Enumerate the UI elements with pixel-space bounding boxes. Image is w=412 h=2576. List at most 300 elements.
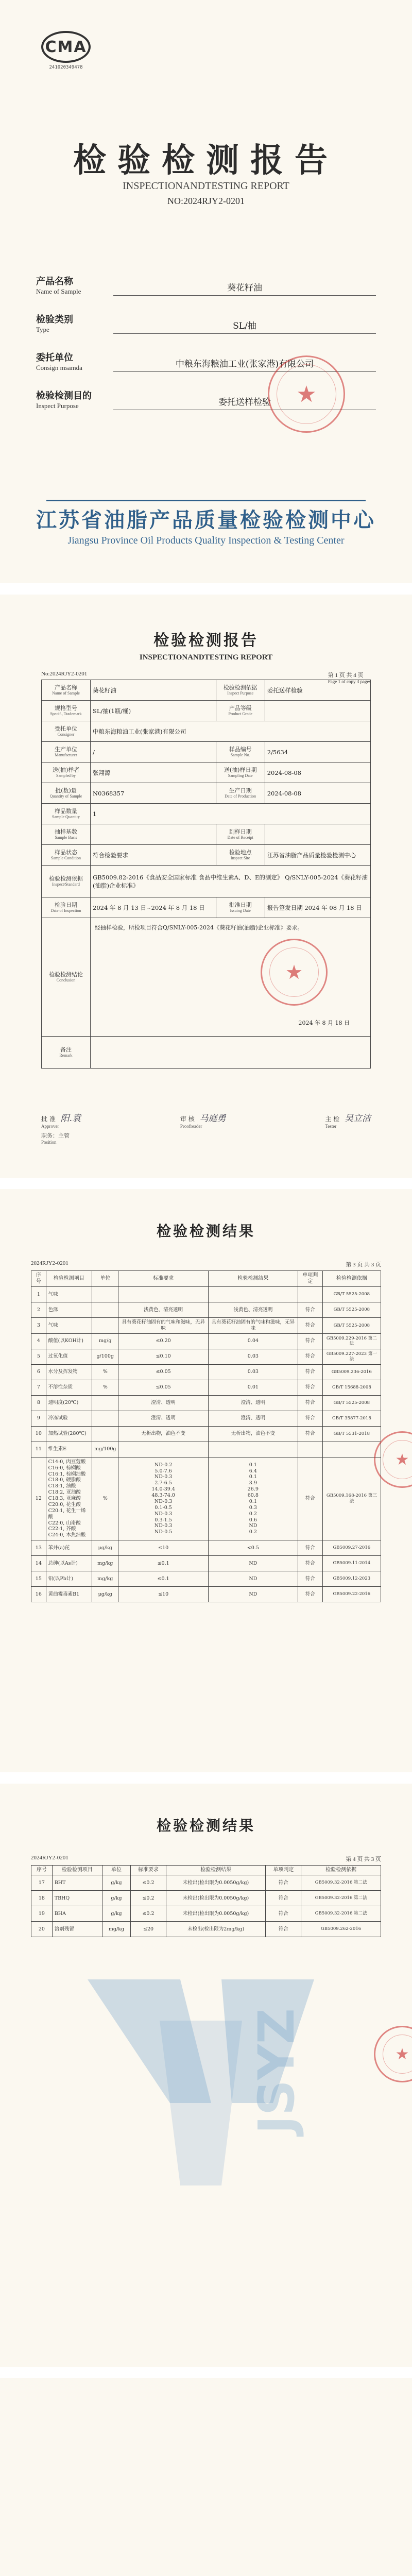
summary-value: 中粮东海粮油工业(张家港)有限公司 [93, 727, 186, 735]
results-cell-unit: μg/kg [92, 1540, 118, 1556]
results-cell-result: 未检出(检出限为0.0050g/kg) [166, 1875, 266, 1891]
summary-row [42, 680, 371, 701]
summary-page-info-en: Page 1 of copy 3 pages [328, 679, 371, 684]
summary-label: 产品名称 [55, 684, 77, 691]
cover-org-name: 江苏省油脂产品质量检验检测中心 [36, 508, 376, 532]
summary-value: / [93, 748, 95, 756]
results-cell-item: 色泽 [46, 1302, 92, 1318]
summary-row [42, 897, 371, 918]
results-cell-req: ≤0.2 [131, 1875, 166, 1891]
summary-value: 葵花籽油 [93, 686, 116, 694]
results-cell-unit [92, 1318, 118, 1334]
summary-label: 批准日期 [229, 901, 252, 908]
summary-label-en: Date of Production [225, 794, 256, 799]
results-cell-method: GB/T 15688-2008 [322, 1380, 381, 1395]
results-cell-judge: 符合 [266, 1875, 301, 1891]
summary-value: 符合检验要求 [93, 851, 128, 859]
summary-label-en: Quantity of Sample [49, 794, 82, 799]
results-cell-method: GB5009.236-2016 [322, 1364, 381, 1380]
summary-row [42, 721, 371, 742]
results-cell-item: TBHQ [52, 1891, 102, 1906]
summary-row [42, 701, 371, 721]
proofreader-signature: 马庭勇 [199, 1113, 226, 1124]
summary-value: 报告签发日期 2024 年 08 月 18 日 [267, 904, 362, 911]
results-cell-req: ≤0.1 [118, 1556, 208, 1571]
results-cell-method: GB5009.262-2016 [301, 1922, 381, 1937]
cover-page [0, 0, 412, 583]
summary-label: 生产日期 [229, 787, 252, 794]
table-row [31, 1571, 381, 1587]
results-header: 检验检测结果 [166, 1866, 266, 1875]
remark-row [42, 1037, 371, 1069]
results-header: 检验检测依据 [301, 1866, 381, 1875]
results-cell-no: 15 [31, 1571, 46, 1587]
results-header: 单位 [102, 1866, 130, 1875]
results-cell-judge: 符合 [298, 1457, 322, 1540]
table-row [31, 1395, 381, 1411]
results-cell-judge [298, 1442, 322, 1457]
results-cell-unit [92, 1395, 118, 1411]
summary-value: 2024-08-08 [267, 769, 301, 776]
results-cell-method: GB/T 5531-2018 [322, 1426, 381, 1442]
results-cell-result: 0.03 [208, 1364, 298, 1380]
results-cell-no: 18 [31, 1891, 53, 1906]
results-cell-judge: 符合 [298, 1571, 322, 1587]
summary-label: 送(抽)样日期 [224, 766, 257, 773]
summary-value: GB5009.82-2016《食品安全国家标准 食品中维生素A、D、E的测定》 Q/SNLY-005-2024《葵花籽油(油脂)企业标准》 [93, 873, 368, 889]
results-cell-method: GB5009.11-2014 [322, 1556, 381, 1571]
cover-field-label-en: Consign msamda [36, 364, 82, 371]
approver-label-en: Approver [41, 1124, 59, 1129]
summary-label: 检验地点 [229, 849, 252, 856]
results-cell-item: 铅(以Pb计) [46, 1571, 92, 1587]
summary-label: 检验检测依据 [49, 875, 83, 882]
results-cell-unit [92, 1287, 118, 1302]
results-cell-unit: g/100g [92, 1349, 118, 1364]
results-header: 序号 [31, 1271, 46, 1287]
results-cell-no: 17 [31, 1875, 53, 1891]
results-cell-no: 13 [31, 1540, 46, 1556]
results-cell-unit: mg/g [92, 1333, 118, 1349]
results-cell-req: ≤0.2 [131, 1906, 166, 1922]
jsyz-watermark-icon [57, 1918, 345, 2206]
summary-label-en: Inspect/Standard [52, 882, 80, 887]
summary-row [42, 783, 371, 804]
summary-label-en: Sample Quantity [52, 815, 80, 820]
proofreader-label: 审 核 [180, 1115, 195, 1123]
results-cell-result: 浅黄色、清亮透明 [208, 1302, 298, 1318]
results-cell-result: 0.01 [208, 1380, 298, 1395]
results-cell-judge: 符合 [298, 1587, 322, 1602]
results-report-no-2: 2024RJY2-0201 [31, 1855, 68, 1861]
results-cell-no: 11 [31, 1442, 46, 1457]
results-cell-unit: mg/kg [92, 1571, 118, 1587]
results-cell-item: 气味 [46, 1287, 92, 1302]
results-cell-judge: 符合 [266, 1922, 301, 1937]
summary-label-en: Sampling Date [228, 773, 253, 778]
results-cell-judge: 符合 [298, 1556, 322, 1571]
cover-report-no: NO:2024RJY2-0201 [167, 196, 245, 206]
table-row [31, 1875, 381, 1891]
cover-field-label: 产品名称 [36, 276, 73, 287]
results-cell-unit: g/kg [102, 1906, 130, 1922]
table-row [31, 1380, 381, 1395]
summary-row [42, 866, 371, 897]
summary-label: 受托单位 [55, 725, 77, 732]
conclusion-text: 经抽样检验，所检项目符合Q/SNLY-005-2024《葵花籽油(油脂)企业标准》要求。 [95, 924, 303, 931]
results-cell-item: 过氧化值 [46, 1349, 92, 1364]
results-cell-unit: mg/kg [92, 1556, 118, 1571]
summary-value: N0368357 [93, 789, 125, 797]
results-cell-item: 气味 [46, 1318, 92, 1334]
results-cell-no: 9 [31, 1411, 46, 1426]
results-cell-judge: 符合 [298, 1411, 322, 1426]
results-header: 标准要求 [118, 1271, 208, 1287]
approver-signature: 阳.袁 [60, 1113, 81, 1124]
table-row [31, 1457, 381, 1540]
results-cell-result: 澄清、透明 [208, 1395, 298, 1411]
cover-field-label: 委托单位 [36, 352, 73, 363]
results-cell-no: 8 [31, 1395, 46, 1411]
cover-field-label-en: Name of Sample [36, 287, 81, 295]
results-cell-method: GB5009.32-2016 第二法 [301, 1875, 381, 1891]
results-page-info-2: 第 4 页 共 3 页 [346, 1856, 381, 1862]
results-header: 单项判定 [266, 1866, 301, 1875]
results-cell-no: 3 [31, 1318, 46, 1334]
results-cell-item: 加热试验(280℃) [46, 1426, 92, 1442]
results-cell-req: ≤0.05 [118, 1364, 208, 1380]
tester-block [325, 1111, 371, 1129]
results-title-2: 检验检测结果 [156, 1817, 255, 1834]
results-cell-item: 酸值(以KOH计) [46, 1333, 92, 1349]
red-seal-icon: ★ [268, 355, 345, 433]
cover-field-row [36, 258, 376, 296]
cover-field-value: 委托送样检验 [113, 393, 376, 410]
results-header: 检验检测项目 [52, 1866, 102, 1875]
summary-label: 送(抽)样者 [52, 766, 80, 773]
table-row [31, 1349, 381, 1364]
summary-label-en: Sample Condition [51, 856, 81, 861]
results-page-1 [0, 1189, 412, 1772]
seal-date: 2024 年 8 月 18 日 [298, 1020, 350, 1026]
results-cell-no: 19 [31, 1906, 53, 1922]
results-header: 单位 [92, 1271, 118, 1287]
results-cell-item: 苯并(a)芘 [46, 1540, 92, 1556]
summary-row [42, 742, 371, 762]
table-row [31, 1556, 381, 1571]
results-cell-result: 0.03 [208, 1349, 298, 1364]
results-cell-method: GB5009.22-2016 [322, 1587, 381, 1602]
results-cell-no: 16 [31, 1587, 46, 1602]
results-cell-item: 黄曲霉毒素B1 [46, 1587, 92, 1602]
cma-logo-icon: CMA [41, 31, 91, 63]
results-cell-judge: 符合 [298, 1349, 322, 1364]
results-cell-method: GB5009.27-2016 [322, 1540, 381, 1556]
results-cell-unit [92, 1302, 118, 1318]
table-row [31, 1442, 381, 1457]
results-cell-method: GB5009.229-2016 第二法 [322, 1333, 381, 1349]
results-cell-judge: 符合 [298, 1426, 322, 1442]
cma-mark [35, 31, 97, 70]
summary-label-en: Inspect Purpose [227, 691, 254, 696]
cover-field-value: 中粮东海粮油工业(张家港)有限公司 [113, 354, 376, 372]
results-cell-req: ≤0.2 [131, 1891, 166, 1906]
signature-row [41, 1111, 371, 1129]
cover-org-name-en: Jiangsu Province Oil Products Quality Inspection & Testing Center [67, 535, 345, 546]
results-cell-item: BHT [52, 1875, 102, 1891]
results-cell-no: 4 [31, 1333, 46, 1349]
results-cell-method: GB5009.227-2023 第一法 [322, 1349, 381, 1364]
results-cell-method: GB5009.32-2016 第二法 [301, 1891, 381, 1906]
results-cell-judge: 符合 [298, 1540, 322, 1556]
position-note [41, 1131, 70, 1145]
table-row [31, 1426, 381, 1442]
summary-value: 2/5634 [267, 748, 288, 756]
cover-field-label: 检验检测目的 [36, 391, 92, 401]
table-row [31, 1302, 381, 1318]
results-cell-method: GB/T 5525-2008 [322, 1287, 381, 1302]
summary-value: 2024 年 8 月 13 日~2024 年 8 月 18 日 [93, 904, 205, 911]
table-row [31, 1411, 381, 1426]
results-cell-req: 浅黄色、清亮透明 [118, 1302, 208, 1318]
results-cell-result: ND [208, 1571, 298, 1587]
results-page-info-1: 第 3 页 共 3 页 [346, 1262, 381, 1268]
results-cell-no: 1 [31, 1287, 46, 1302]
summary-label: 到样日期 [229, 828, 252, 835]
summary-row [42, 804, 371, 824]
results-cell-req: 澄清、透明 [118, 1411, 208, 1426]
results-header: 检验检测结果 [208, 1271, 298, 1287]
results-cell-item: C14:0, 肉豆蔻酸 C16:0, 棕榈酸 C16:1, 棕榈油酸 C18:0, 硬脂酸 C18:1, 油酸 C18:2, 亚油酸 C18:3, 亚麻酸 C20:0, 花生酸 C20:1, 花生一烯酸 C22:0, 山嵛酸 C22:1, 芥酸 C24:0, 木焦油酸 [46, 1457, 92, 1540]
results-cell-req: 澄清、透明 [118, 1395, 208, 1411]
results-cell-method: GB/T 5525-2008 [322, 1302, 381, 1318]
inspection-seal-icon: ★ [261, 939, 328, 1006]
summary-label-en: Specif., Trademark [50, 711, 82, 717]
summary-label: 生产单位 [55, 745, 77, 753]
results-cell-req: ≤20 [131, 1922, 166, 1937]
results-cell-unit: mg/100g [92, 1442, 118, 1457]
approver-block [41, 1111, 81, 1129]
cover-title-en: INSPECTIONANDTESTING REPORT [123, 180, 289, 192]
cover-field-value: SL/抽 [113, 316, 376, 334]
results-cell-result [208, 1287, 298, 1302]
table-row [31, 1587, 381, 1602]
summary-label: 抽样基数 [55, 828, 77, 835]
results-header: 序号 [31, 1866, 53, 1875]
results-cell-item: 透明度(20℃) [46, 1395, 92, 1411]
results-cell-req [118, 1287, 208, 1302]
cma-code: 241020349478 [49, 65, 83, 70]
results-cell-item: 水分及挥发物 [46, 1364, 92, 1380]
table-row [31, 1318, 381, 1334]
summary-label-en: Inspect Site [230, 856, 250, 861]
results-cell-unit: % [92, 1380, 118, 1395]
proofreader-block [180, 1111, 226, 1129]
results-cell-result: 澄清、透明 [208, 1411, 298, 1426]
results-cell-result: ND [208, 1587, 298, 1602]
results-cell-judge: 符合 [298, 1318, 322, 1334]
results-cell-judge: 符合 [266, 1891, 301, 1906]
results-report-no-1: 2024RJY2-0201 [31, 1260, 68, 1266]
results-cell-item: 冷冻试验 [46, 1411, 92, 1426]
tester-label: 主 检 [325, 1115, 340, 1123]
table-row [31, 1333, 381, 1349]
tester-signature: 吴立洁 [345, 1113, 371, 1124]
summary-value: 委托送样检验 [267, 686, 303, 694]
results-cell-no: 2 [31, 1302, 46, 1318]
results-title-1: 检验检测结果 [156, 1223, 255, 1240]
cover-divider [46, 500, 366, 501]
results-cell-unit [92, 1426, 118, 1442]
summary-report-no: No:2024RJY2-0201 [41, 671, 88, 677]
summary-label: 产品等级 [229, 704, 252, 711]
results-cell-no: 6 [31, 1364, 46, 1380]
remark-value [91, 1037, 371, 1069]
results-cell-judge: 符合 [298, 1395, 322, 1411]
conclusion-row [42, 918, 371, 1037]
summary-label-en: Date of Receipt [227, 835, 253, 840]
remark-label: 备注 [60, 1046, 72, 1053]
results-cell-method: GB5009.32-2016 第二法 [301, 1906, 381, 1922]
summary-label: 样品编号 [229, 745, 252, 753]
summary-page [0, 595, 412, 1178]
summary-label-en: Issuing Date [230, 908, 251, 913]
results-cell-no: 20 [31, 1922, 53, 1937]
summary-label-en: Sampled by [56, 773, 76, 778]
cover-field-row [36, 296, 376, 334]
summary-label: 检验日期 [55, 901, 77, 908]
results-cell-method: GB/T 35877-2018 [322, 1411, 381, 1426]
results-cell-unit: g/kg [102, 1875, 130, 1891]
position-label-en: Position [41, 1140, 57, 1145]
summary-label: 规格型号 [55, 704, 77, 711]
summary-row [42, 762, 371, 783]
results-cell-result: 未检出(检出限为2mg/kg) [166, 1922, 266, 1937]
results-cell-judge: 符合 [298, 1364, 322, 1380]
results-cell-result: 未检出(检出限为0.0050g/kg) [166, 1891, 266, 1906]
results-cell-item: BHA [52, 1906, 102, 1922]
page-seal-icon: ★ [374, 2026, 412, 2082]
summary-title: 检验检测报告 [153, 632, 259, 650]
results-cell-req: ≤0.10 [118, 1349, 208, 1364]
summary-value: 1 [93, 810, 97, 818]
results-cell-result: 0.04 [208, 1333, 298, 1349]
cover-field-label-en: Type [36, 326, 49, 333]
results-cell-unit: % [92, 1364, 118, 1380]
results-cell-judge [298, 1287, 322, 1302]
results-meta-2 [31, 1855, 381, 1863]
results-cell-req: 无析出物，油色不变 [118, 1426, 208, 1442]
results-cell-item: 溶剂残留 [52, 1922, 102, 1937]
results-cell-req: 具有葵花籽油固有的气味和滋味，无异味 [118, 1318, 208, 1334]
summary-label-en: Name of Sample [52, 691, 80, 696]
summary-value: 2024-08-08 [267, 789, 301, 797]
results-cell-result [208, 1442, 298, 1457]
results-cell-result: ND [208, 1556, 298, 1571]
results-cell-method: GB/T 5525-2008 [322, 1318, 381, 1334]
results-cell-method: GB5009.12-2023 [322, 1571, 381, 1587]
results-cell-method [322, 1442, 381, 1457]
results-cell-req: ≤10 [118, 1587, 208, 1602]
results-cell-req [118, 1442, 208, 1457]
summary-label-en: Product Grade [228, 711, 252, 717]
results-cell-unit: mg/kg [102, 1922, 130, 1937]
results-cell-no: 14 [31, 1556, 46, 1571]
results-cell-result: <0.5 [208, 1540, 298, 1556]
conclusion-label: 检验检测结论 [49, 971, 83, 978]
results-page-2 [0, 1784, 412, 2367]
results-cell-item: 不溶性杂质 [46, 1380, 92, 1395]
summary-value: SL/抽(1瓶/桶) [93, 707, 131, 715]
results-cell-unit [92, 1411, 118, 1426]
summary-label-en: Consigner [57, 732, 75, 737]
results-cell-no: 7 [31, 1380, 46, 1395]
proofreader-label-en: Proofreader [180, 1124, 202, 1129]
results-cell-req: ≤0.05 [118, 1380, 208, 1395]
table-row [31, 1540, 381, 1556]
table-row [31, 1287, 381, 1302]
results-cell-req: ≤0.1 [118, 1571, 208, 1587]
results-cell-no: 5 [31, 1349, 46, 1364]
results-cell-judge: 符合 [298, 1302, 322, 1318]
conclusion-label-en: Conclusion [56, 978, 76, 983]
results-cell-req: ND-0.2 5.0-7.6 ND-0.3 2.7-6.5 14.0-39.4 48.3-74.0 ND-0.3 0.1-0.5 ND-0.3 0.3-1.5 ND-0.3 ND-0.5 [118, 1457, 208, 1540]
summary-table [41, 680, 371, 1069]
summary-value: 江苏省油脂产品质量检验检测中心 [267, 851, 356, 859]
results-cell-result: 未检出(检出限为0.0050g/kg) [166, 1906, 266, 1922]
approver-label: 批 准 [41, 1115, 56, 1123]
cover-title: 检验检测报告 [73, 141, 339, 180]
tester-label-en: Tester [325, 1124, 337, 1129]
remark-label-en: Remark [59, 1053, 73, 1058]
page-seal-icon: ★ [374, 1431, 412, 1488]
results-meta-1 [31, 1260, 381, 1268]
results-cell-req: ≤0.20 [118, 1333, 208, 1349]
results-header: 标准要求 [131, 1866, 166, 1875]
results-cell-result: 具有葵花籽油固有的气味和滋味，无异味 [208, 1318, 298, 1334]
results-cell-unit: μg/kg [92, 1587, 118, 1602]
results-cell-result: 无析出物，油色不变 [208, 1426, 298, 1442]
results-cell-judge: 符合 [298, 1380, 322, 1395]
results-table-1 [31, 1270, 381, 1602]
results-cell-result: 0.1 6.4 0.1 3.9 26.9 60.8 0.1 0.3 0.2 0.6 ND 0.2 [208, 1457, 298, 1540]
summary-label-en: Manufacturer [55, 753, 77, 758]
summary-label: 检验检测依据 [223, 684, 258, 691]
results-cell-method: GB5009.168-2016 第三法 [322, 1457, 381, 1540]
position-label: 职务：主管 [41, 1132, 70, 1139]
summary-row [42, 845, 371, 866]
summary-label: 样品数量 [55, 807, 77, 815]
results-header: 单项判定 [298, 1271, 322, 1287]
cover-field-label: 检验类别 [36, 314, 73, 325]
summary-label-en: Date of Inspection [50, 908, 81, 913]
summary-page-info: 第 1 页 共 4 页 [328, 672, 364, 679]
results-cell-item: 维生素E [46, 1442, 92, 1457]
summary-title-en: INSPECTIONANDTESTING REPORT [139, 653, 273, 662]
watermark-text: JSYZ [248, 2008, 305, 2134]
results-cell-req: ≤10 [118, 1540, 208, 1556]
summary-value: 张翔源 [93, 769, 111, 776]
cover-field-value: 葵花籽油 [113, 278, 376, 296]
results-cell-no: 12 [31, 1457, 46, 1540]
results-cell-method: GB/T 5525-2008 [322, 1395, 381, 1411]
table-row [31, 1891, 381, 1906]
table-row [31, 1364, 381, 1380]
summary-label-en: Sample Basis [55, 835, 77, 840]
results-cell-unit: % [92, 1457, 118, 1540]
results-cell-unit: g/kg [102, 1891, 130, 1906]
results-cell-item: 总砷(以As计) [46, 1556, 92, 1571]
